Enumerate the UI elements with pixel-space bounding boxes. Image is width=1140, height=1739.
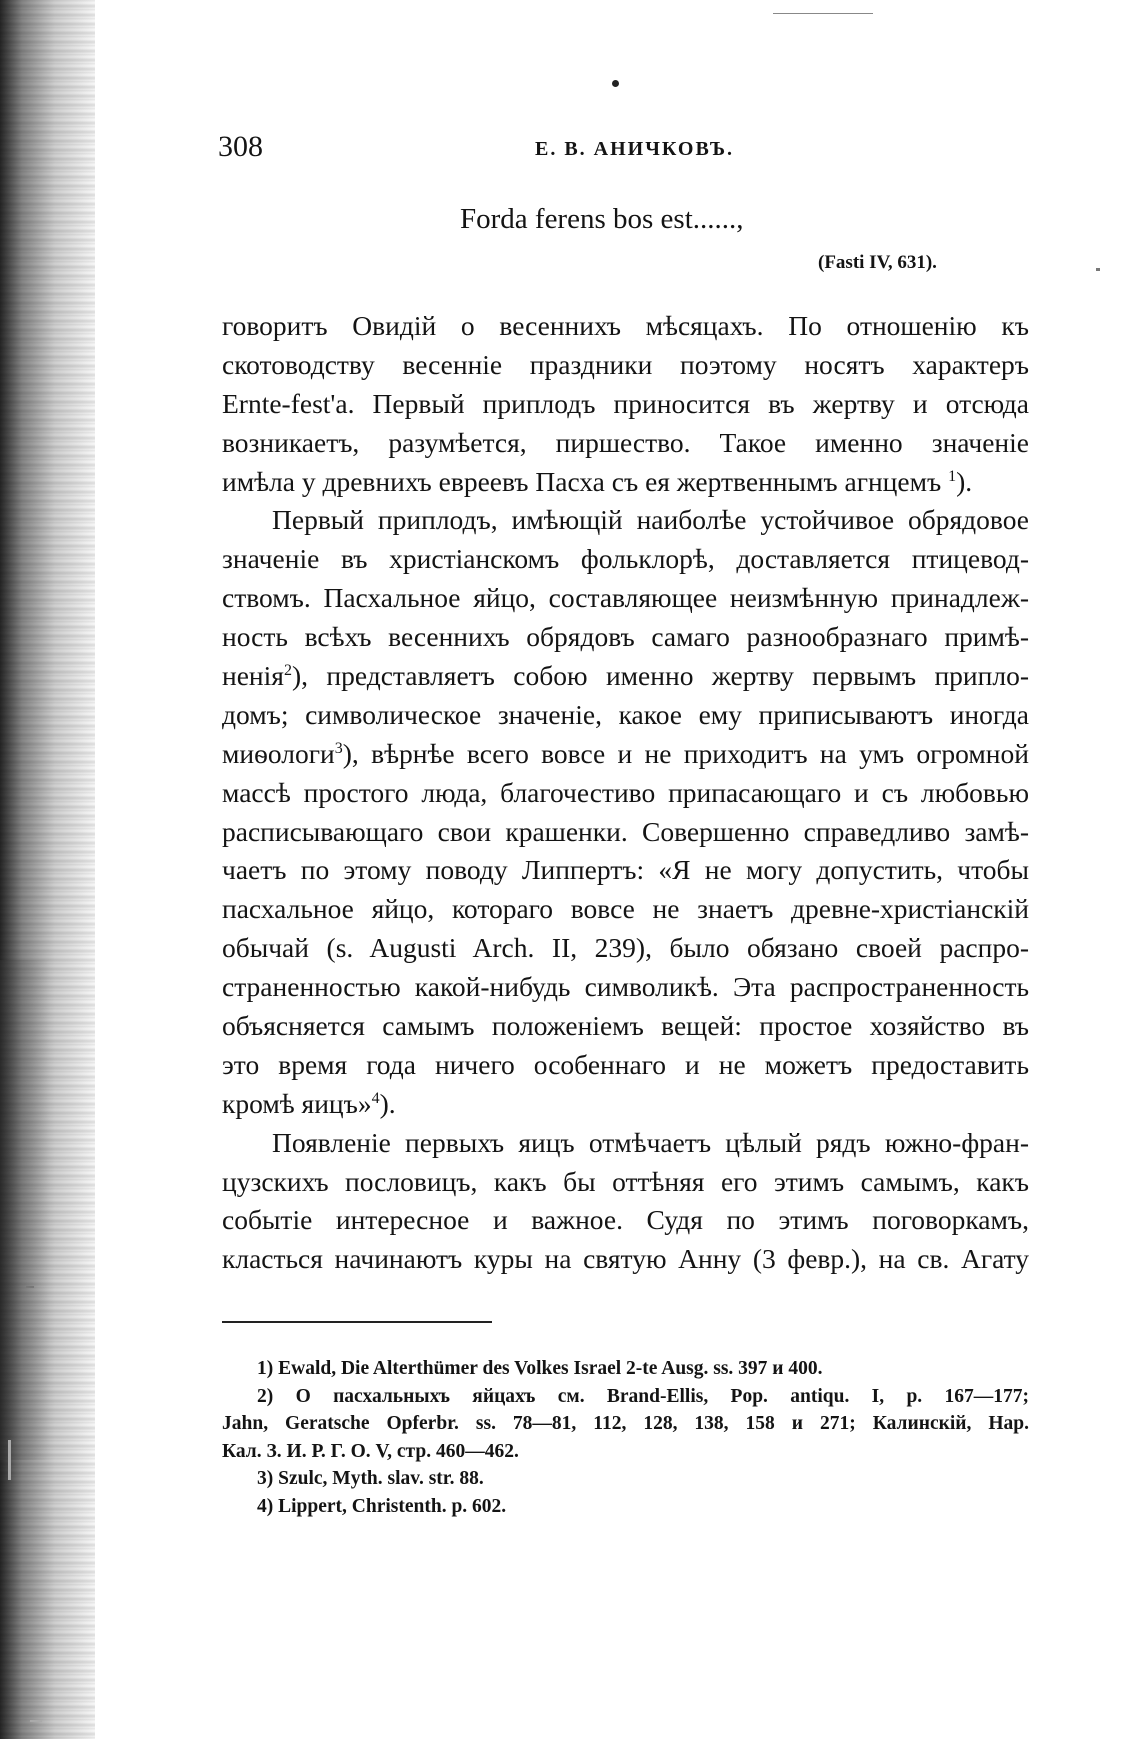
body-text xyxy=(222,307,1029,1279)
period: . xyxy=(965,465,973,497)
text-line: массѣ простого люда, благочестиво припасающаго и съ любовью xyxy=(222,776,1029,808)
footnotes xyxy=(222,1355,1029,1520)
footnote-1: 1) Ewald, Die Alterthümer des Volkes Israel 2-te Ausg. ss. 397 и 400. xyxy=(257,1358,823,1379)
page-number: 308 xyxy=(218,130,263,163)
footnote-ref-1: 1 xyxy=(948,467,957,485)
text-segment: миѳологи xyxy=(222,737,335,769)
text-line: обычай (s. Augusti Arch. II, 239), было обязано своей распро- xyxy=(222,932,1029,964)
text-line: скотоводству весенніе праздники поэтому носятъ характеръ xyxy=(222,348,1029,380)
text-segment: кромѣ яицъ» xyxy=(222,1087,372,1119)
footnote-ref-2: 2 xyxy=(283,661,292,679)
text-segment: , вѣрнѣе всего вовсе и не приходитъ на умъ огромной xyxy=(351,737,1029,769)
speck xyxy=(8,1440,11,1480)
text-line: ствомъ. Пасхальное яйцо, составляющее неизмѣнную принадлеж- xyxy=(222,582,1029,614)
text-line: чаетъ по этому поводу Липпертъ: «Я не могу допустить, чтобы xyxy=(222,854,1029,886)
top-rule xyxy=(773,13,873,14)
epigraph-citation: (Fasti IV, 631). xyxy=(818,252,937,273)
footnote-2-cont: Jahn, Geratsche Opferbr. ss. 78—81, 112, 128, 138, 158 и 271; Калинскій, Нар. xyxy=(222,1413,1029,1434)
text-line: класться начинаютъ куры на святую Анну (3 февр.), на св. Агату xyxy=(222,1243,1029,1275)
footnote-rule xyxy=(222,1321,492,1323)
ref-paren: ) xyxy=(956,465,966,497)
speck xyxy=(26,1286,34,1288)
text-line xyxy=(222,463,1029,502)
footnote-ref-3: 3 xyxy=(334,739,343,757)
text-line: Ernte-fest'a. Первый приплодъ приносится въ жертву и отсюда xyxy=(222,387,1029,419)
binding-shadow-lower xyxy=(0,960,50,1460)
footnote-2-cont: Кал. З. И. Р. Г. О. V, стр. 460—462. xyxy=(222,1440,519,1462)
speck xyxy=(1096,268,1100,271)
text-line: возникаетъ, разумѣется, пиршество. Такое именно значеніе xyxy=(222,426,1029,458)
epigraph: Forda ferens bos est......, xyxy=(460,203,744,235)
text-line xyxy=(222,657,1029,696)
text-segment: имѣла у древнихъ евреевъ Пасха съ ея жертвеннымъ агнцемъ xyxy=(222,465,942,497)
text-line: Первый приплодъ, имѣющій наиболѣе устойчивое обрядовое xyxy=(272,504,1029,536)
text-segment: ненія xyxy=(222,660,284,692)
running-head xyxy=(218,130,1038,170)
text-line: ность всѣхъ весеннихъ обрядовъ самаго разнообразнаго примѣ- xyxy=(222,621,1029,653)
text-line: домъ; символическое значеніе, какое ему приписываютъ иногда xyxy=(222,698,1029,730)
ref-paren: ) xyxy=(342,737,352,769)
text-line: расписывающаго свои крашенки. Совершенно справедливо замѣ- xyxy=(222,815,1029,847)
text-line: объясняется самымъ положеніемъ вещей: простое хозяйство въ xyxy=(222,1010,1029,1042)
text-line: это время года ничего особеннаго и не можетъ предоставить xyxy=(222,1048,1029,1080)
text-line: страненностью какой-нибудь символикѣ. Эта распространенность xyxy=(222,971,1029,1003)
header-author: Е. В. АНИЧКОВЪ. xyxy=(535,138,735,160)
binding-shadow xyxy=(0,0,95,1739)
text-line: значеніе въ христіанскомъ фольклорѣ, доставляется птицевод- xyxy=(222,543,1029,575)
ref-paren: ) xyxy=(379,1087,389,1119)
text-segment: , представляетъ собою именно жертву первымъ припло- xyxy=(301,660,1029,692)
ink-dot xyxy=(612,80,619,87)
footnote-3: 3) Szulc, Myth. slav. str. 88. xyxy=(257,1468,484,1489)
text-line xyxy=(222,735,1029,774)
text-line: цузскихъ пословицъ, какъ бы оттѣняя его этимъ самымъ, какъ xyxy=(222,1165,1029,1197)
text-line: Появленіе первыхъ яицъ отмѣчаетъ цѣлый рядъ южно-фран- xyxy=(272,1126,1029,1158)
footnote-2: 2) О пасхальныхъ яйцахъ см. Brand-Ellis, Pop. antiqu. I, p. 167—177; xyxy=(257,1385,1029,1407)
speck xyxy=(30,1720,42,1722)
text-line: пасхальное яйцо, котораго вовсе не знаетъ древне-христіанскій xyxy=(222,893,1029,925)
period: . xyxy=(388,1087,396,1119)
footnote-ref-4: 4 xyxy=(371,1089,380,1107)
text-line: событіе интересное и важное. Судя по этимъ поговоркамъ, xyxy=(222,1204,1029,1236)
footnote-4: 4) Lippert, Christenth. p. 602. xyxy=(257,1495,507,1517)
ref-paren: ) xyxy=(291,660,302,692)
text-line: говоритъ Овидій о весеннихъ мѣсяцахъ. По отношенію къ xyxy=(222,310,1029,341)
text-line xyxy=(222,1085,1029,1124)
